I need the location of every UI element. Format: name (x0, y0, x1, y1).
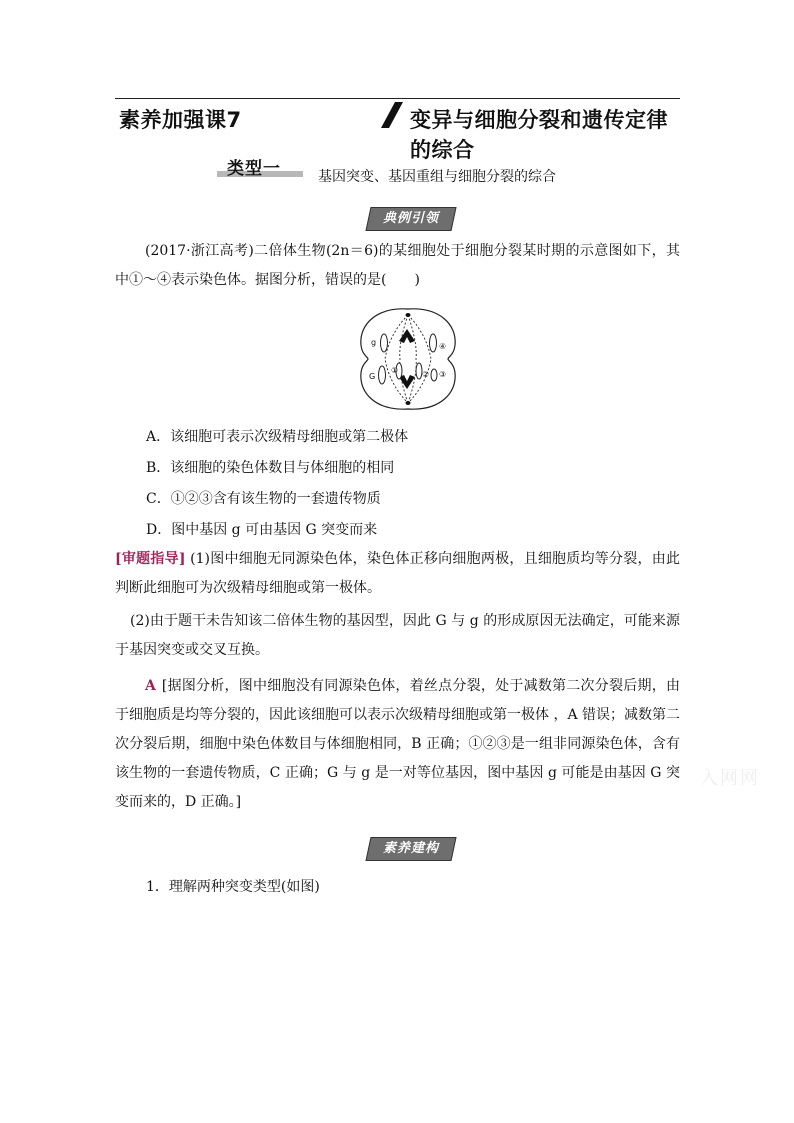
title-slash-divider (379, 100, 405, 130)
question-stem-line1: (2017·浙江高考)二倍体生物(2n＝6)的某细胞处于细胞分裂某时期的示意图如 (145, 243, 638, 259)
lesson-title: 素养加强课7 (119, 108, 242, 132)
example-badge-label: 典例引领 (383, 211, 440, 226)
spindle-fiber (408, 315, 431, 403)
answer-options (146, 422, 408, 546)
spindle-fiber (408, 315, 416, 403)
gene-label-g: g (371, 338, 377, 347)
gene-label-G: G (369, 372, 376, 381)
type-label: 类型一 (227, 159, 281, 179)
construct-item-1: 1．理解两种突变类型(如图) (146, 879, 320, 895)
title-rule (115, 98, 680, 99)
analysis-guide (115, 545, 680, 603)
option-d: D．图中基因 g 可由基因 G 突变而来 (146, 522, 378, 538)
chromosome-left-top (381, 334, 388, 352)
centriole-top (406, 313, 411, 317)
spindle-fiber (400, 315, 408, 403)
chromosome-right-bottom (431, 369, 437, 381)
answer-explanation: [据图分析，图中细胞没有同源染色体，着丝点分裂，处于减数第二次分裂后期，由于细胞质是均等分裂的，因此该细胞可以表示次级精母细胞或第一极体 ，A 错误；减数第二次分裂后期，细胞中染色体数目与体细胞相同，B 正确；①②③是一组非同源染色体，含有该生物的一套遗传物质，C 正确；G 与 g 是一对等位基因，图中基因 g 可能是由基因 G 突变而来的，D 正确。] (115, 678, 681, 810)
chromosome-label-2: ② (422, 370, 430, 379)
answer-letter: A (145, 678, 156, 694)
topic-title: 变异与细胞分裂和遗传定律的综合 (410, 108, 668, 162)
chromosome-label-4: ④ (439, 342, 447, 351)
spindle-fiber (385, 315, 408, 403)
centriole-bottom (406, 401, 411, 405)
option-c: C．①②③含有该生物的一套遗传物质 (146, 491, 381, 507)
type-name: 基因突变、基因重组与细胞分裂的综合 (318, 169, 556, 185)
analysis-guide-point1: (1)图中细胞无同源染色体，染色体正移向细胞两极，且细胞质均等分裂，由此判断此细胞可为次级精母细胞或第一极体。 (115, 551, 680, 596)
construct-badge (365, 837, 456, 861)
chromosome-label-3: ③ (439, 370, 447, 379)
example-badge (365, 207, 456, 231)
answer-block (115, 672, 680, 817)
analysis-guide-point2: (2)由于题干未告知该二倍体生物的基因型，因此 G 与 g 的形成原因无法确定，可能来源于基因突变或交叉互换。 (115, 613, 680, 658)
title-bar (115, 98, 680, 162)
watermark: 入网网 (700, 768, 760, 789)
cell-division-figure (355, 305, 461, 413)
question-stem (115, 237, 680, 295)
question-stem-line2: 下，其中①～④表示染色体。据图分析，错误的是( ) (115, 243, 681, 288)
chromosome-label-1: ① (391, 366, 399, 375)
analysis-guide-tag: [审题指导] (115, 551, 186, 567)
option-b: B．该细胞的染色体数目与体细胞的相同 (146, 460, 395, 476)
cell-membrane-outline (361, 309, 455, 409)
type-label-tag (217, 153, 303, 179)
option-a: A．该细胞可表示次级精母细胞或第二极体 (146, 429, 409, 445)
chromosome-right-top (430, 334, 437, 352)
construct-badge-label: 素养建构 (383, 841, 440, 856)
chromosome-left-bottom (379, 366, 386, 384)
